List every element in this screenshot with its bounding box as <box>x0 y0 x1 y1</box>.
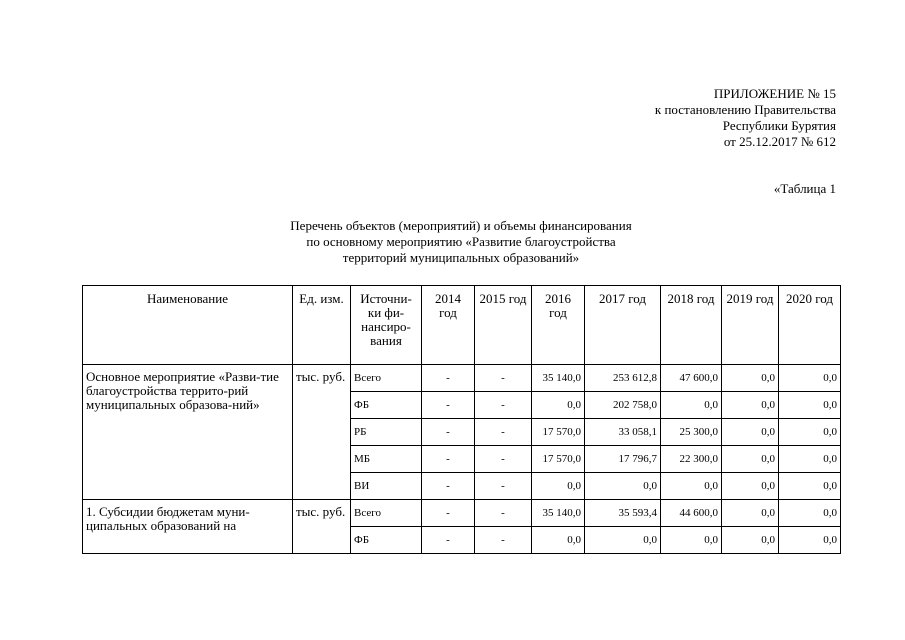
value-cell: 0,0 <box>779 365 841 392</box>
value-cell: 0,0 <box>722 527 779 554</box>
title-line-2: по основному мероприятию «Развитие благоустройства <box>306 234 616 249</box>
value-cell: 22 300,0 <box>661 446 722 473</box>
value-cell: 0,0 <box>661 527 722 554</box>
value-cell: 0,0 <box>722 392 779 419</box>
value-cell: - <box>422 473 475 500</box>
value-cell: - <box>475 500 532 527</box>
value-cell: - <box>475 392 532 419</box>
source-cell: МБ <box>351 446 422 473</box>
source-cell: Всего <box>351 365 422 392</box>
header-2016: 2016 год <box>532 286 585 365</box>
value-cell: 25 300,0 <box>661 419 722 446</box>
header-2020: 2020 год <box>779 286 841 365</box>
value-cell: 0,0 <box>779 392 841 419</box>
source-cell: ВИ <box>351 473 422 500</box>
value-cell: 0,0 <box>779 419 841 446</box>
appendix-date-line: от 25.12.2017 № 612 <box>723 134 836 149</box>
header-2018: 2018 год <box>661 286 722 365</box>
value-cell: 0,0 <box>722 500 779 527</box>
value-cell: - <box>422 392 475 419</box>
value-cell: - <box>422 446 475 473</box>
table-label: «Таблица 1 <box>773 181 836 196</box>
value-cell: 0,0 <box>779 473 841 500</box>
unit-cell: тыс. руб. <box>293 500 351 554</box>
value-cell: - <box>422 365 475 392</box>
value-cell: 0,0 <box>722 365 779 392</box>
header-source: Источни-ки фи-нансиро-вания <box>351 286 422 365</box>
value-cell: - <box>475 365 532 392</box>
title-line-1: Перечень объектов (мероприятий) и объемы финансирования <box>290 218 632 233</box>
appendix-header <box>655 86 836 150</box>
value-cell: 0,0 <box>722 473 779 500</box>
source-cell: РБ <box>351 419 422 446</box>
appendix-decree-line: к постановлению Правительства <box>654 102 836 117</box>
document-title <box>83 218 839 266</box>
header-2015: 2015 год <box>475 286 532 365</box>
source-cell: Всего <box>351 500 422 527</box>
value-cell: 0,0 <box>779 446 841 473</box>
value-cell: 0,0 <box>661 392 722 419</box>
value-cell: 0,0 <box>779 500 841 527</box>
table-body <box>83 365 841 554</box>
header-2017: 2017 год <box>585 286 661 365</box>
table-row <box>83 500 841 527</box>
header-2014: 2014 год <box>422 286 475 365</box>
financing-table <box>82 285 841 554</box>
source-cell: ФБ <box>351 392 422 419</box>
value-cell: 47 600,0 <box>661 365 722 392</box>
appendix-number: ПРИЛОЖЕНИЕ № 15 <box>713 86 836 101</box>
value-cell: 35 140,0 <box>532 365 585 392</box>
table-row <box>83 365 841 392</box>
value-cell: 0,0 <box>585 527 661 554</box>
value-cell: 0,0 <box>532 473 585 500</box>
item-name-cell: Основное мероприятие «Разви-тие благоустройства террито-рий муниципальных образова-ний» <box>83 365 293 500</box>
value-cell: 35 140,0 <box>532 500 585 527</box>
unit-cell: тыс. руб. <box>293 365 351 500</box>
value-cell: 0,0 <box>532 392 585 419</box>
value-cell: 0,0 <box>722 419 779 446</box>
value-cell: 253 612,8 <box>585 365 661 392</box>
value-cell: 0,0 <box>722 446 779 473</box>
header-2019: 2019 год <box>722 286 779 365</box>
value-cell: - <box>475 419 532 446</box>
source-cell: ФБ <box>351 527 422 554</box>
value-cell: - <box>422 500 475 527</box>
value-cell: - <box>475 527 532 554</box>
header-unit: Ед. изм. <box>293 286 351 365</box>
value-cell: 17 570,0 <box>532 419 585 446</box>
value-cell: 0,0 <box>661 473 722 500</box>
value-cell: 44 600,0 <box>661 500 722 527</box>
title-line-3: территорий муниципальных образований» <box>342 250 580 265</box>
appendix-republic-line: Республики Бурятия <box>722 118 836 133</box>
value-cell: 33 058,1 <box>585 419 661 446</box>
value-cell: - <box>422 527 475 554</box>
value-cell: 35 593,4 <box>585 500 661 527</box>
value-cell: 0,0 <box>532 527 585 554</box>
value-cell: 17 796,7 <box>585 446 661 473</box>
header-name: Наименование <box>83 286 293 365</box>
value-cell: 0,0 <box>779 527 841 554</box>
value-cell: - <box>475 446 532 473</box>
value-cell: - <box>475 473 532 500</box>
value-cell: - <box>422 419 475 446</box>
value-cell: 17 570,0 <box>532 446 585 473</box>
value-cell: 202 758,0 <box>585 392 661 419</box>
value-cell: 0,0 <box>585 473 661 500</box>
table-header-row <box>83 286 841 365</box>
item-name-cell: 1. Субсидии бюджетам муни-ципальных образований на <box>83 500 293 554</box>
